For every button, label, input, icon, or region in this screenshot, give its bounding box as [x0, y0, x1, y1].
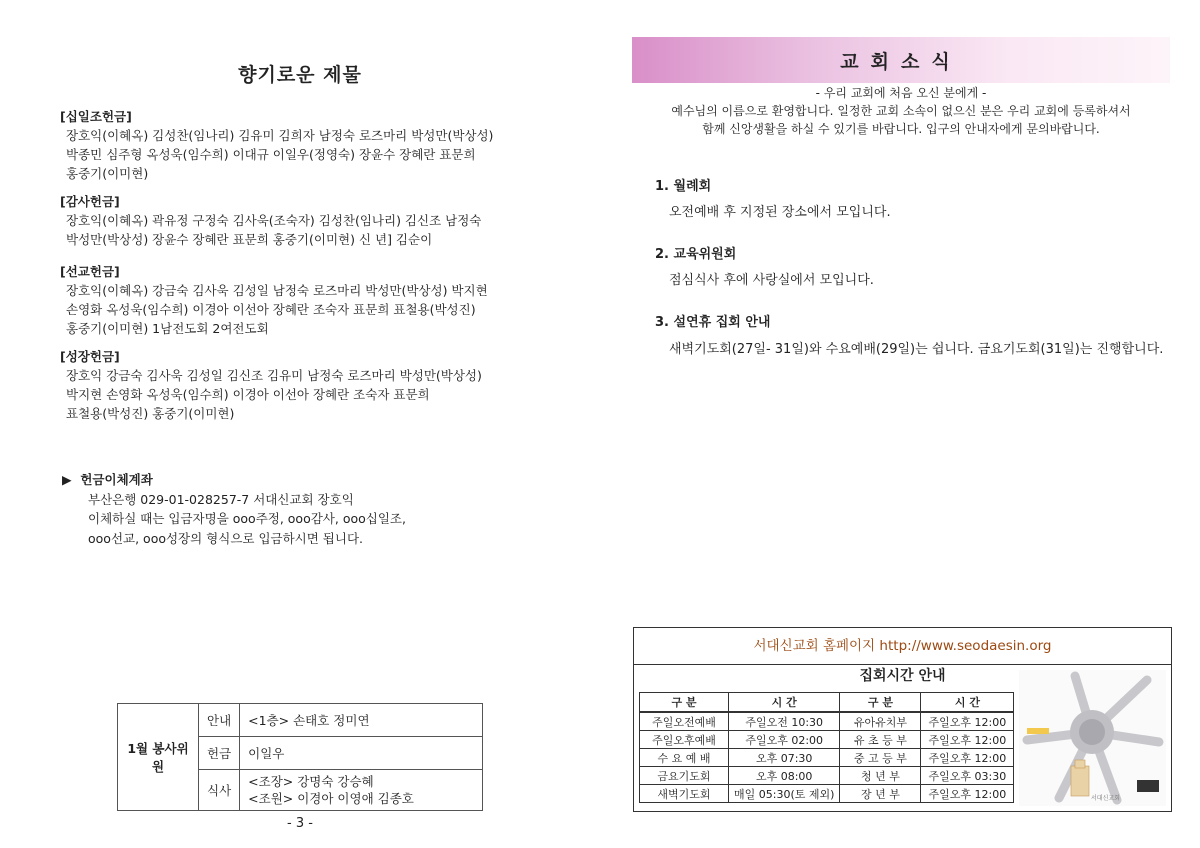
news-item-heading: 2. 교육위원회	[655, 247, 737, 262]
donor-line: 장호익(이혜옥) 김성찬(임나리) 김유미 김희자 남정숙 로즈마리 박성만(박상성)	[66, 128, 494, 143]
schedule-cell: 주일오후 03:30	[921, 767, 1014, 785]
news-title: 교회소식	[840, 51, 962, 73]
news-item-body: 오전예배 후 지정된 장소에서 모입니다.	[669, 205, 891, 220]
donor-line: 표철용(박성진) 홍중기(이미현)	[66, 406, 235, 421]
mission-section	[60, 262, 560, 338]
page-number: - 3 -	[287, 816, 313, 831]
schedule-cell: 금요기도회	[640, 767, 729, 785]
section-heading: [십일조헌금]	[60, 109, 132, 124]
section-heading: [감사헌금]	[60, 194, 120, 209]
section-heading: [성장헌금]	[60, 349, 120, 364]
schedule-table	[639, 692, 1014, 803]
welcome-message	[632, 84, 1170, 138]
schedule-cell: 유아유치부	[840, 712, 921, 731]
donor-line: 홍중기(이미현)	[66, 166, 149, 181]
schedule-cell: 주일오후 12:00	[921, 712, 1014, 731]
news-item	[655, 245, 1170, 291]
welcome-line: 함께 신앙생활을 하실 수 있기를 바랍니다. 입구의 안내자에게 문의바랍니다.	[702, 122, 1100, 136]
news-item	[655, 313, 1170, 361]
service-names: <1층> 손태호 정미연	[240, 704, 483, 737]
news-item-body: 점심식사 후에 사랑실에서 모입니다.	[669, 273, 874, 288]
schedule-header: 시 간	[921, 693, 1014, 713]
schedule-row	[640, 767, 1014, 785]
schedule-cell: 주일오전예배	[640, 712, 729, 731]
schedule-title: 집회시간 안내	[859, 668, 946, 684]
offerings-title: 향기로운 제물	[238, 64, 362, 86]
service-name-line: <조원> 이경아 이영애 김종호	[248, 791, 414, 806]
schedule-cell: 오후 07:30	[729, 749, 840, 767]
section-heading: [선교헌금]	[60, 264, 120, 279]
donor-line: 박성만(박상성) 장윤수 장혜란 표문희 홍중기(이미현) 신 년] 김순이	[66, 232, 433, 247]
news-item-body: 새벽기도회(27일- 31일)와 수요예배(29일)는 쉽니다. 금요기도회(31일)는 진행합니다.	[669, 342, 1164, 357]
schedule-cell: 주일오후 12:00	[921, 749, 1014, 767]
growth-section	[60, 347, 560, 423]
schedule-cell: 청 년 부	[840, 767, 921, 785]
schedule-cell: 중 고 등 부	[840, 749, 921, 767]
welcome-line: - 우리 교회에 처음 오신 분에게 -	[815, 86, 987, 100]
church-info-box	[633, 627, 1172, 812]
service-names: 이일우	[240, 737, 483, 770]
schedule-row	[640, 749, 1014, 767]
transfer-heading: 헌금이체계좌	[80, 472, 153, 487]
schedule-header: 구 분	[840, 693, 921, 713]
triangle-bullet-icon: ▶	[62, 472, 72, 487]
schedule-header: 구 분	[640, 693, 729, 713]
schedule-cell: 수 요 예 배	[640, 749, 729, 767]
schedule-row	[640, 712, 1014, 731]
schedule-row	[640, 785, 1014, 803]
donor-line: 박지현 손영화 옥성욱(임수희) 이경아 이선아 장혜란 조숙자 표문희	[66, 387, 430, 402]
donor-line: 장호익(이혜옥) 강금숙 김사욱 김성일 남정숙 로즈마리 박성만(박상성) 박지현	[66, 283, 488, 298]
schedule-cell: 주일오후 12:00	[921, 785, 1014, 803]
donor-line: 손영화 옥성욱(임수희) 이경아 이선아 장혜란 조숙자 표문희 표철용(박성진)	[66, 302, 476, 317]
transfer-line: ooo선교, ooo성장의 형식으로 입금하시면 됩니다.	[88, 530, 364, 546]
service-name-line: <조장> 강명숙 강승혜	[248, 774, 374, 789]
news-item-heading: 1. 월례회	[655, 179, 712, 194]
service-names	[240, 770, 483, 811]
news-item-heading: 3. 설연휴 집회 안내	[655, 315, 771, 330]
schedule-cell: 주일오후예배	[640, 731, 729, 749]
church-location-map	[1019, 670, 1166, 806]
welcome-line: 예수님의 이름으로 환영합니다. 일정한 교회 소속이 없으신 분은 우리 교회에 등록하셔서	[671, 104, 1131, 118]
service-role: 식사	[199, 770, 240, 811]
schedule-cell: 유 초 등 부	[840, 731, 921, 749]
schedule-cell: 장 년 부	[840, 785, 921, 803]
schedule-cell: 오후 08:00	[729, 767, 840, 785]
transfer-line: 부산은행 029-01-028257-7 서대신교회 장호익	[88, 491, 354, 507]
schedule-cell: 새벽기도회	[640, 785, 729, 803]
news-item	[655, 177, 1170, 223]
schedule-row	[640, 731, 1014, 749]
donor-line: 홍중기(이미현) 1남전도회 2여전도회	[66, 321, 269, 336]
schedule-cell: 매일 05:30(토 제외)	[729, 785, 840, 803]
tithe-section	[60, 107, 560, 183]
homepage-link[interactable]: 서대신교회 홈페이지 http://www.seodaesin.org	[634, 628, 1171, 665]
service-title: 1월 봉사위원	[118, 704, 199, 811]
donor-line: 장호익(이혜옥) 곽유정 구정숙 김사욱(조숙자) 김성찬(임나리) 김신조 남정숙	[66, 213, 482, 228]
map-church-label: 서대신교회	[1091, 795, 1120, 802]
schedule-cell: 주일오후 12:00	[921, 731, 1014, 749]
donor-line: 박종민 심주형 옥성욱(임수희) 이대규 이일우(정영숙) 장윤수 장혜란 표문희	[66, 147, 476, 162]
schedule-cell: 주일오후 02:00	[729, 731, 840, 749]
schedule-header: 시 간	[729, 693, 840, 713]
service-volunteers-table	[117, 703, 483, 811]
bank-transfer-info	[62, 470, 406, 548]
service-role: 안내	[199, 704, 240, 737]
service-role: 헌금	[199, 737, 240, 770]
thanks-section	[60, 192, 560, 249]
donor-line: 장호익 강금숙 김사욱 김성일 김신조 김유미 남정숙 로즈마리 박성만(박상성)	[66, 368, 482, 383]
schedule-cell: 주일오전 10:30	[729, 712, 840, 731]
transfer-line: 이체하실 때는 입금자명을 ooo주정, ooo감사, ooo십일조,	[88, 511, 406, 526]
